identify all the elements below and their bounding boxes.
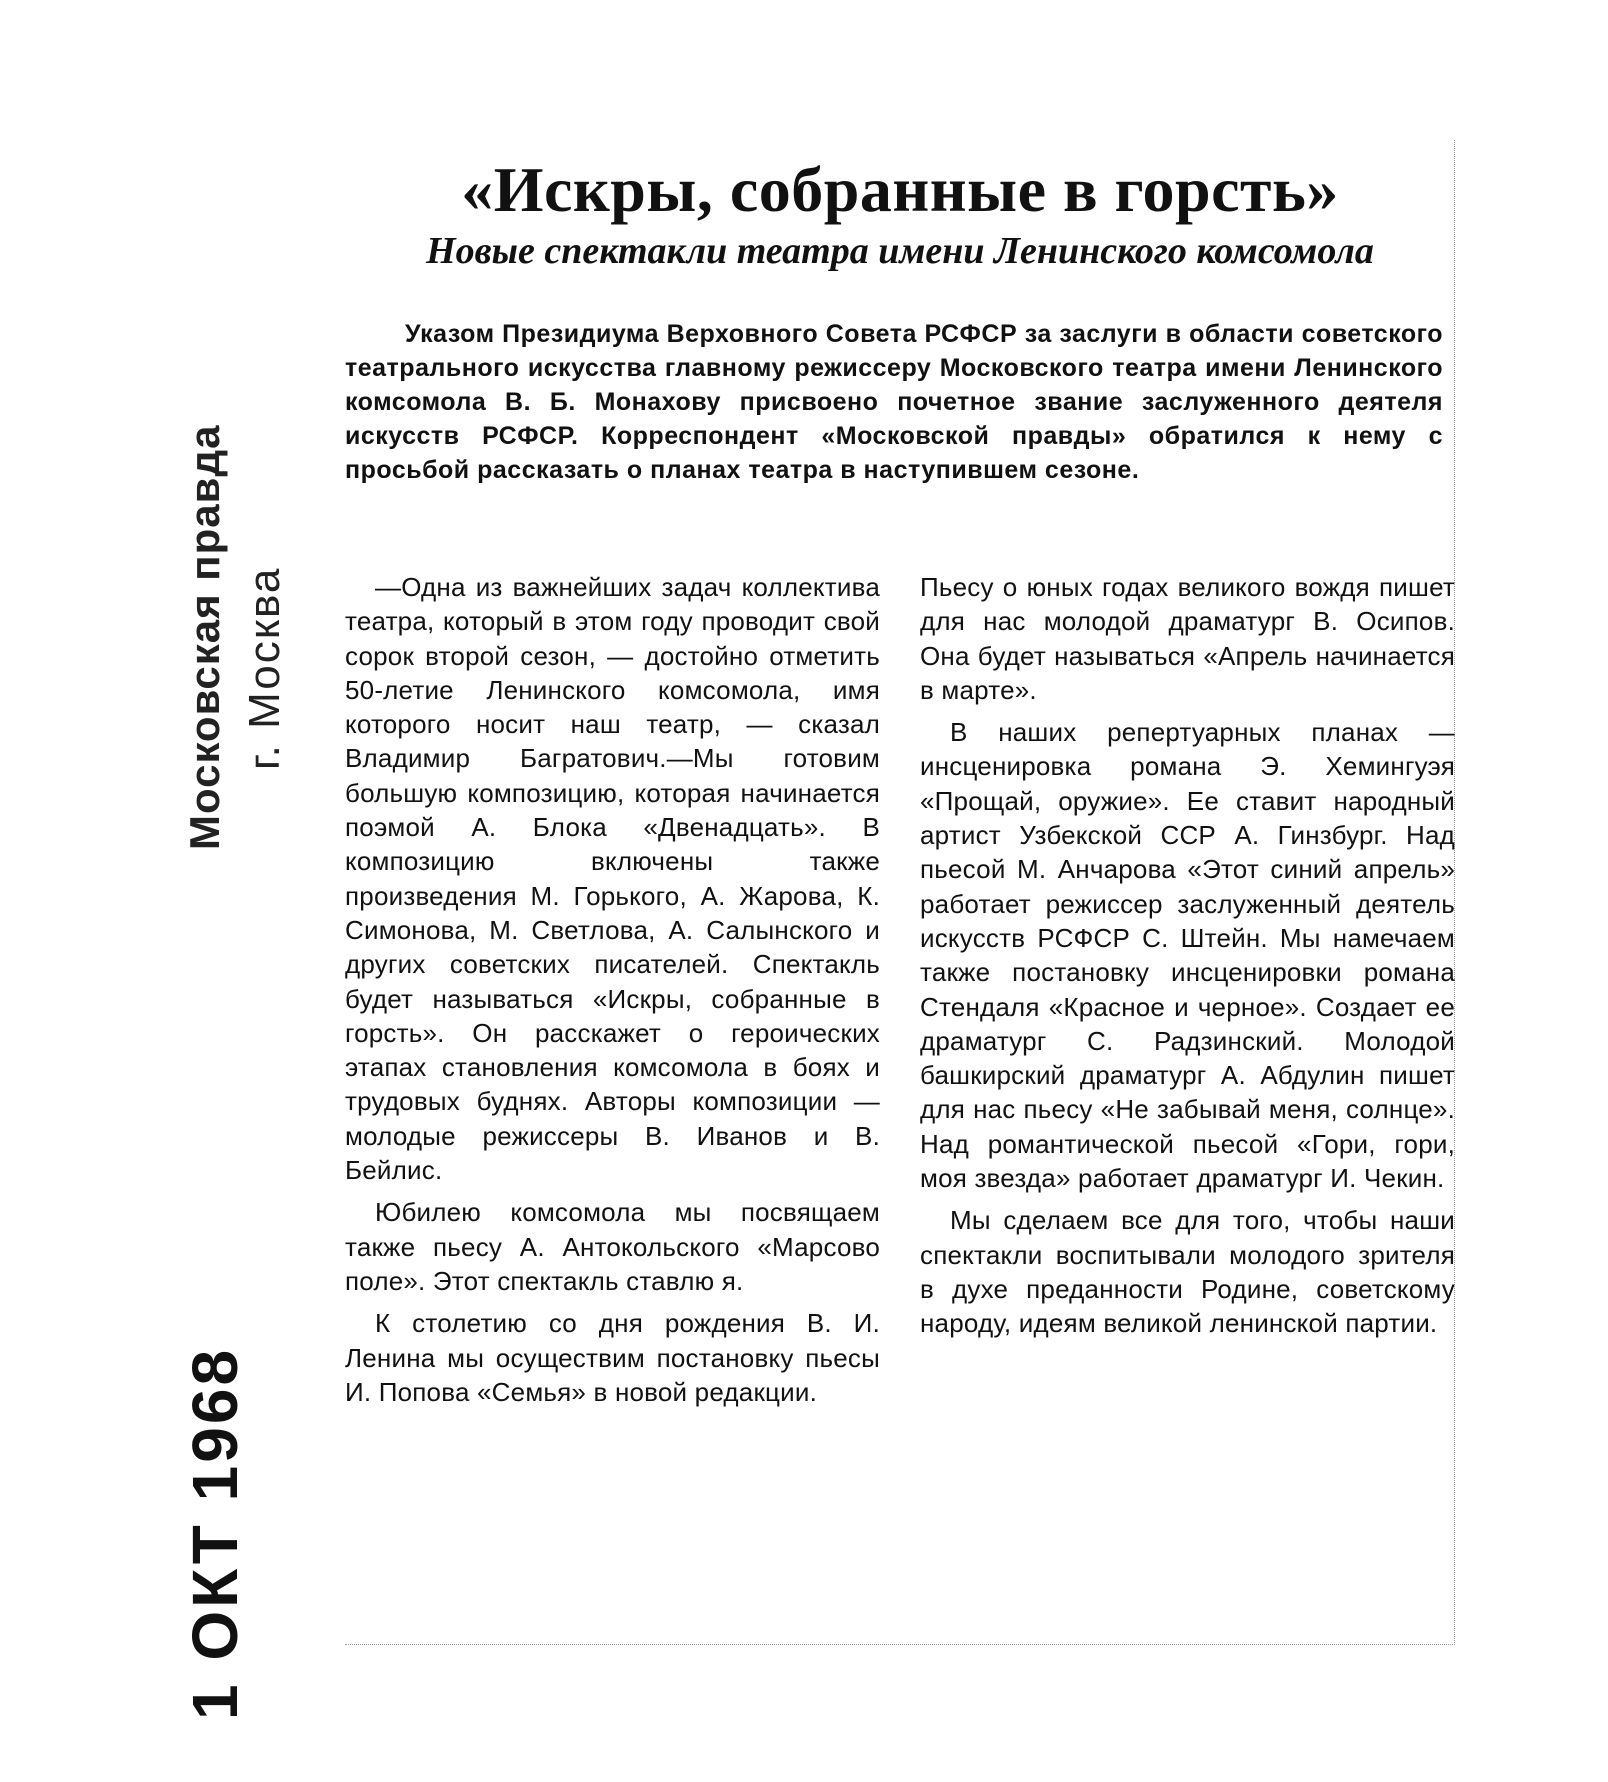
stamp-newspaper: Московская правда xyxy=(181,424,228,850)
paragraph: Пьесу о юных годах великого вождя пишет для нас молодой драматург В. Осипов. Она будет называться «Апрель начинается в марте». xyxy=(920,572,1455,705)
article-subtitle: Новые спектакли театра имени Ленинского комсомола xyxy=(426,230,1374,272)
article-lead: Указом Президиума Верховного Совета РСФСР за заслуги в области советского театрального искусства главному режиссеру Московского театра имени Ленинского комсомола В. Б. Монахову присвоено почетное звание заслуженного деятеля искусств РСФСР. Корреспондент «Московской правды» обратился к нему с просьбой рассказать о планах театра в наступившем сезоне. xyxy=(345,320,1443,484)
article-headline: «Искры, собранные в горсть» xyxy=(461,154,1339,225)
paragraph: —Одна из важнейших задач коллектива театра, который в этом году проводит свой сорок второй сезон, — достойно отметить 50-летие Ленинского комсомола, имя которого носит наш театр, — сказал Владимир Багратович.—Мы готовим большую композицию, которая начинается поэмой А. Блока «Двенадцать». В композицию включены также произведения М. Горького, А. Жарова, К. Симонова, М. Светлова, А. Салынского и других советских писателей. Спектакль будет называться «Искры, собранные в горсть». Он расскажет о героических этапах становления комсомола в боях и трудовых буднях. Авторы композиции — молодые режиссеры В. Иванов и В. Бейлис. xyxy=(345,572,880,1186)
paragraph: Мы сделаем все для того, чтобы наши спектакли воспитывали молодого зрителя в духе преданности Родине, советскому народу, идеям великой ленинской партии. xyxy=(920,1205,1455,1339)
stamp-city: г. Москва xyxy=(240,566,289,770)
article-column-right xyxy=(920,570,1455,1349)
paragraph: В наших репертуарных планах — инсценировка романа Э. Хемингуэя «Прощай, оружие». Ее ставит народный артист Узбекской ССР А. Гинзбург. Над пьесой М. Анчарова «Этот синий апрель» работает режиссер заслуженный деятель искусств РСФСР С. Штейн. Мы намечаем также постановку инсценировки романа Стендаля «Красное и черное». Создает ее драматург С. Радзинский. Молодой башкирский драматург А. Абдулин пишет для нас пьесу «Не забывай меня, солнце». Над романтической пьесой «Гори, гори, моя звезда» работает драматург И. Чекин. xyxy=(920,717,1455,1194)
stamp-date: 1 ОКТ 1968 xyxy=(179,1346,251,1720)
paragraph: Юбилею комсомола мы посвящаем также пьесу А. Антокольского «Марсово поле». Этот спектакль ставлю я. xyxy=(345,1197,880,1296)
article-column-left xyxy=(345,570,880,1417)
paragraph: К столетию со дня рождения В. И. Ленина мы осуществим постановку пьесы И. Попова «Семья» в новой редакции. xyxy=(345,1308,880,1407)
newspaper-clipping xyxy=(345,140,1455,1645)
